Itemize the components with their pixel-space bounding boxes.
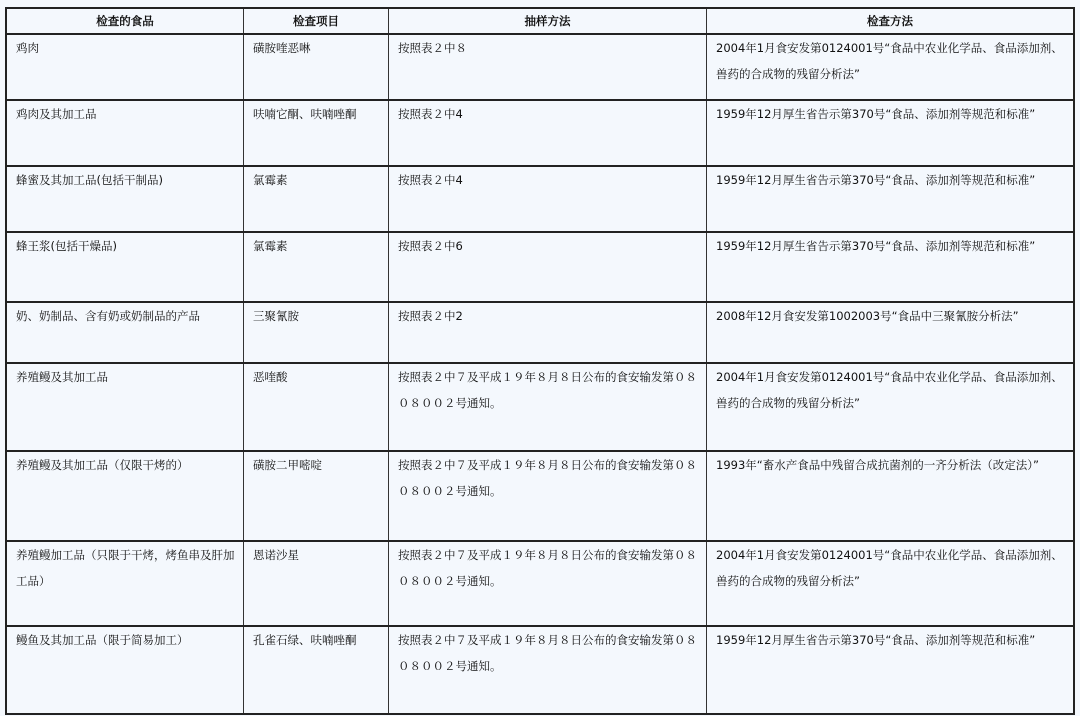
table-row xyxy=(6,363,1074,451)
table-row xyxy=(6,302,1074,363)
sampling-cell: 按照表２中７及平成１９年８月８日公布的食安输发第０８０８００２号通知。 xyxy=(389,363,707,451)
header-method: 检查方法 xyxy=(707,8,1075,34)
table-row xyxy=(6,541,1074,626)
sampling-cell: 按照表２中2 xyxy=(389,302,707,363)
sampling-cell: 按照表２中７及平成１９年８月８日公布的食安输发第０８０８００２号通知。 xyxy=(389,451,707,541)
food-cell: 奶、奶制品、含有奶或奶制品的产品 xyxy=(6,302,244,363)
item-cell: 磺胺喹恶啉 xyxy=(244,34,389,100)
food-cell: 养殖鳗及其加工品 xyxy=(6,363,244,451)
item-cell: 氯霉素 xyxy=(244,166,389,232)
sampling-cell: 按照表２中８ xyxy=(389,34,707,100)
sampling-cell: 按照表２中７及平成１９年８月８日公布的食安输发第０８０８００２号通知。 xyxy=(389,541,707,626)
method-cell: 1959年12月厚生省告示第370号“食品、添加剂等规范和标准” xyxy=(707,232,1075,302)
method-cell: 2004年1月食安发第0124001号“食品中农业化学品、食品添加剂、兽药的合成物的残留分析法” xyxy=(707,363,1075,451)
method-cell: 1959年12月厚生省告示第370号“食品、添加剂等规范和标准” xyxy=(707,626,1075,714)
sampling-cell: 按照表２中７及平成１９年８月８日公布的食安输发第０８０８００２号通知。 xyxy=(389,626,707,714)
table-row xyxy=(6,232,1074,302)
item-cell: 恶喹酸 xyxy=(244,363,389,451)
table-row xyxy=(6,166,1074,232)
table-row xyxy=(6,451,1074,541)
header-food: 检查的食品 xyxy=(6,8,244,34)
item-cell: 呋喃它酮、呋喃唑酮 xyxy=(244,100,389,166)
header-item: 检查项目 xyxy=(244,8,389,34)
food-cell: 养殖鳗及其加工品（仅限干烤的） xyxy=(6,451,244,541)
method-cell: 1959年12月厚生省告示第370号“食品、添加剂等规范和标准” xyxy=(707,166,1075,232)
item-cell: 磺胺二甲嘧啶 xyxy=(244,451,389,541)
method-cell: 1959年12月厚生省告示第370号“食品、添加剂等规范和标准” xyxy=(707,100,1075,166)
food-cell: 蜂蜜及其加工品(包括干制品) xyxy=(6,166,244,232)
sampling-cell: 按照表２中4 xyxy=(389,100,707,166)
sampling-cell: 按照表２中4 xyxy=(389,166,707,232)
table-row xyxy=(6,100,1074,166)
food-cell: 鸡肉 xyxy=(6,34,244,100)
header-row xyxy=(6,8,1074,34)
sampling-cell: 按照表２中6 xyxy=(389,232,707,302)
food-cell: 鳗鱼及其加工品（限于简易加工） xyxy=(6,626,244,714)
method-cell: 2004年1月食安发第0124001号“食品中农业化学品、食品添加剂、兽药的合成物的残留分析法” xyxy=(707,541,1075,626)
method-cell: 1993年“畜水产食品中残留合成抗菌剂的一齐分析法（改定法）” xyxy=(707,451,1075,541)
food-cell: 养殖鳗加工品（只限于干烤，烤鱼串及肝加工品） xyxy=(6,541,244,626)
item-cell: 恩诺沙星 xyxy=(244,541,389,626)
food-cell: 蜂王浆(包括干燥品) xyxy=(6,232,244,302)
method-cell: 2008年12月食安发第1002003号“食品中三聚氰胺分析法” xyxy=(707,302,1075,363)
item-cell: 氯霉素 xyxy=(244,232,389,302)
item-cell: 三聚氰胺 xyxy=(244,302,389,363)
header-sampling: 抽样方法 xyxy=(389,8,707,34)
method-cell: 2004年1月食安发第0124001号“食品中农业化学品、食品添加剂、兽药的合成物的残留分析法” xyxy=(707,34,1075,100)
item-cell: 孔雀石绿、呋喃唑酮 xyxy=(244,626,389,714)
food-cell: 鸡肉及其加工品 xyxy=(6,100,244,166)
table-row xyxy=(6,626,1074,714)
table-row xyxy=(6,34,1074,100)
inspection-table xyxy=(5,7,1075,715)
